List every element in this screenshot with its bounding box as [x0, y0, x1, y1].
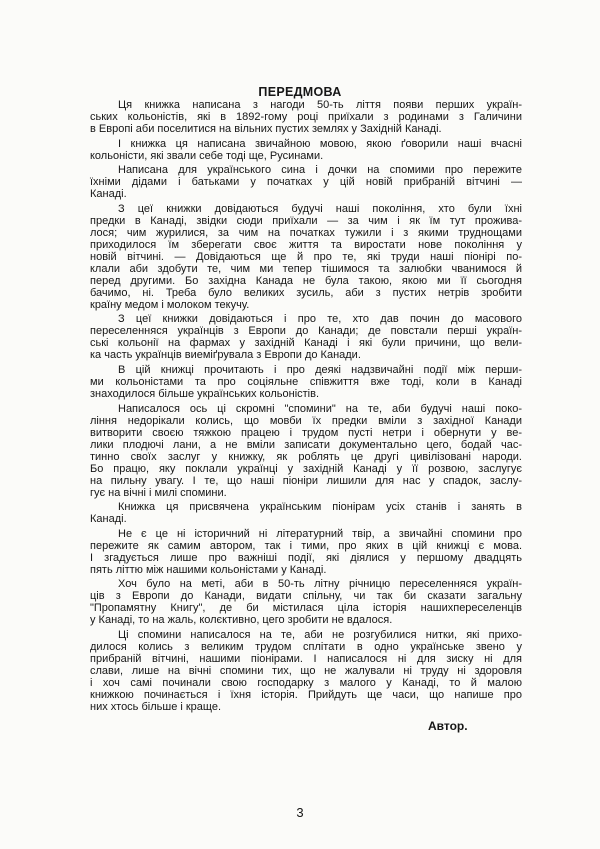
text-line: переселенняся українців з Европи до Канади; де повстали перші україн- [90, 325, 522, 338]
paragraph [90, 138, 522, 162]
paragraph [90, 501, 522, 525]
text-line: в Европі аби поселитися на вільних пустих землях у Західній Канаді. [90, 123, 442, 135]
page-title: ПЕРЕДМОВА [258, 85, 342, 99]
paragraph [90, 164, 522, 200]
text-line: Написана для українського сина і дочки на спомими про пережите [118, 164, 522, 177]
author-signature: Автор. [428, 719, 468, 733]
paragraph [90, 99, 522, 135]
text-line: слави, лише на вічні спомини тих, що не жалували ні труду ні здоровля [90, 664, 522, 677]
text-line: на пильну увагу. І те, що наші піоніри лишили для нас у спадок, заслу- [90, 474, 522, 487]
text-line: Канаді. [90, 188, 127, 201]
text-line: Ця книжка написана з нагоди 50-ть ліття появи перших україн- [118, 99, 522, 111]
text-line: Бо працю, яку поклали українці у західній Канаді у її розвою, заслугує [90, 462, 522, 475]
text-line: витворити своєю тяжкою працею і трудом пусті нетри і обернути у ве- [90, 426, 522, 439]
text-line: книжкою починається і їхня історія. Прийдуть ще часи, що напише про [90, 688, 522, 701]
text-line: ка часть українців виеміґрувала з Европи до Канади. [90, 349, 361, 362]
text-line: З цеї книжки довідаються і про те, хто дав почин до масового [118, 313, 522, 326]
text-line: країну медом і молоком текучу. [90, 298, 250, 311]
paragraph [90, 403, 522, 499]
text-line: них хтось більше і краще. [90, 700, 222, 713]
text-line: предки в Канаді, звідки сюди приїхали — за чим і як їм тут прожива- [90, 214, 522, 227]
text-line: Не є це ні історичний ні літературний твір, а звичайні спомини про [118, 527, 522, 540]
text-line: Книжка ця присвячена українським піонірам усіх станів і занять в [118, 501, 522, 514]
text-line: В цій книжці прочитають і про деякі надзвичайні події між перши- [118, 363, 522, 376]
paragraph [90, 528, 522, 576]
text-line: тинно своїх заслуг у книжку, як роблять це другі цивілізовані народи. [90, 450, 522, 463]
text-line: І згадується лише про важніші події, які діялися у першому двадцять [90, 551, 522, 564]
text-line: і хоч самі починали свою господарку з малого у Канаді, то й малою [90, 676, 522, 689]
text-line: ців з Европи до Канади, видати спільну, чи так би сказати загальну [90, 590, 522, 603]
text-line: ління недорікали колись, що мовби їх предки вміли з західної Канади [90, 414, 522, 427]
paragraph [90, 629, 522, 713]
text-line: у Канаді, то на жаль, колєктивно, цего зробити не вдалося. [90, 614, 393, 627]
paragraph [90, 578, 522, 626]
text-line: новій вітчині. — Довідаються ще й про те, які труди наші піонірі по- [90, 250, 522, 263]
text-line: знаходилося більше українських кольоністів. [90, 387, 320, 400]
text-line: прибраній вітчині, нашими піонірами. І написалося ні для зиску ні для [90, 652, 522, 665]
text-line: дилося колись з великим трудом сплітати в одно українське звено у [90, 640, 522, 653]
text-line: гує на вічні і милі спомини. [90, 486, 227, 499]
text-line: їхніми дідами і батьками у початках у цій новій прибраній вітчині — [90, 176, 522, 189]
text-line: пережите як самим автором, так і тими, про яких в цій книжці є мова. [90, 539, 522, 552]
text-line: перед другими. Бо західна Канада не була такою, якою ми її сьогодня [90, 274, 522, 287]
preface-body [90, 99, 522, 716]
text-line: Написалося ось ці скромні "спомини" на те, аби будучі наші поко- [118, 402, 522, 415]
text-line: "Пропамятну Книгу", де би містилася ціла історія нашихпереселенців [90, 602, 522, 615]
text-line: кольоністи, які звали себе тоді ще, Русинами. [90, 149, 324, 162]
text-line: лики плодючі лани, а не вміли записати документально цего, бодай час- [90, 438, 522, 451]
paragraph [90, 364, 522, 400]
paragraph [90, 203, 522, 311]
text-line: лося; чим журилися, за чим на початках тужили і з якими труднощами [90, 226, 522, 239]
text-line: ських кольоністів, які в 1892-гому році приїхали з родинами з Галичини [90, 111, 522, 123]
text-line: Канаді. [90, 513, 127, 526]
paragraph [90, 313, 522, 361]
text-line: З цеї книжки довідаються будучі наші покоління, хто були їхні [118, 202, 522, 215]
text-line: Ці спомини написалося на те, аби не розгубилися нитки, які прихо- [118, 628, 522, 641]
text-line: Хоч було на меті, аби в 50-ть літну річницю переселенняся україн- [118, 578, 522, 591]
text-line: пять літтю між нашими кольоністами у Канаді. [90, 563, 327, 576]
text-line: бачимо, ні. Треба було великих зусиль, аби з пустих нетрів зробити [90, 286, 522, 299]
text-line: клали аби здобути те, чим ми тепер тішимося та залюбки чванимося й [90, 262, 522, 275]
text-line: ські кольонії на фармах у західній Канаді і які були причини, що вели- [90, 337, 522, 350]
text-line: І книжка ця написана звичайною мовою, якою ґоворили наші вчасні [118, 137, 522, 150]
page-number: 3 [296, 805, 304, 820]
text-line: ми кольоністами та про соціяльне співжиття вже тоді, коли в Канаді [90, 375, 522, 388]
text-line: приходилося їм зберегати своє життя та виростати нове покоління у [90, 238, 522, 251]
